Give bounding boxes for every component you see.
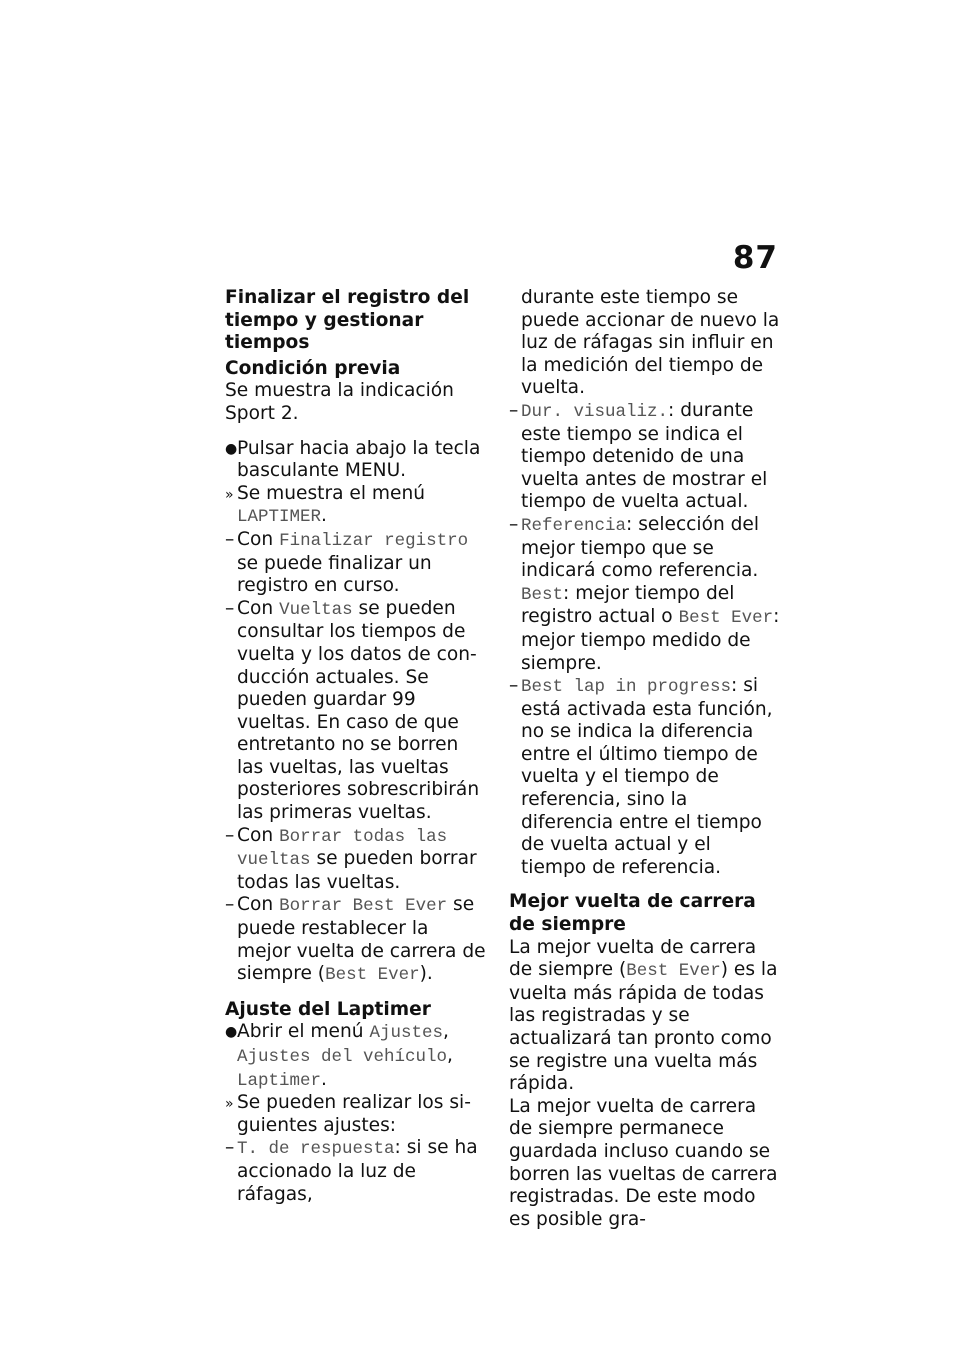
dash-icon: – [509,513,519,535]
setting-code-best-lap: Best lap in progress [521,677,732,698]
option-code-best-ever: Best Ever [325,965,420,986]
result-item [225,1092,487,1137]
page-number: 87 [732,240,778,276]
setting-item: – T. de respuesta: si se ha accionado la luz de ráfagas, [225,1137,478,1205]
menu-code-ajustes: Ajustes [369,1023,443,1044]
dash-icon: – [225,1137,235,1159]
setting-text: mejor tiempo medido de siempre. [521,629,751,674]
setting-text: durante este tiempo se puede accionar de nuevo la luz de ráfagas sin influir en la medición del tiempo de vuelta. [521,287,780,399]
option-text: se pueden borrar todas las vueltas. [237,848,477,893]
paragraph-1 [509,937,781,1096]
dash-icon: – [225,824,235,846]
result-arrow-icon: » [225,1096,234,1113]
section-title-finalizar: Finalizar el registro del tiempo y gestionar tiempos [225,287,470,354]
option-code-borrar-todas: Borrar todas las vueltas [237,826,448,871]
setting-text: mejor tiempo del registro actual o [521,582,735,628]
option-item [225,598,487,825]
setting-code-best-ever: Best Ever [678,608,774,629]
option-code-finalizar: Finalizar registro [279,530,469,551]
option-prefix: Con [237,597,274,619]
dash-icon: – [509,399,519,421]
setting-continuation [509,287,781,400]
left-column [225,287,487,1206]
step-item [225,438,487,483]
menu-code-ajustes-vehiculo: Ajustes del vehículo [237,1047,448,1067]
option-text: se puede finalizar un registro en curso. [237,552,432,597]
setting-item: – Dur. visualiz.: durante este tiempo se indica el tiempo detenido de una vuelta antes de mostrar el tiempo de vuelta actual. [509,399,768,513]
section-title-mejor-vuelta: Mejor vuelta de carrera de siempre [509,891,756,936]
option-code-vueltas: Vueltas [279,599,353,620]
option-prefix: Con [237,894,274,916]
paragraph-2: La mejor vuelta de carrera de siempre permanece guardada incluso cuando se borren las vueltas de carrera registradas. De este modo es posible gra- [509,1095,778,1230]
setting-code-referencia: Referencia [521,515,627,536]
result-item: » Se muestra el menú LAPTIMER. [225,482,426,528]
paragraph-text: ) es la vuelta más rápida de todas las registradas y se actualizará tan pronto como se registre una vuelta más rápida. [509,959,778,1095]
option-text: se puede restablecer la mejor vuelta de carrera de siempre [237,894,486,985]
setting-text: si se ha accionado la luz de ráfagas, [237,1137,478,1205]
setting-text: si está activada esta función, no se indica la diferencia entre el último tiempo de vuelta y el tiempo de referencia, sino la diferencia entre el tiempo de vuelta actual y el tiempo de referencia. [521,675,773,878]
option-item: – Con Borrar Best Ever se puede restablecer la mejor vuelta de carrera de siempre (Best Ever). [225,894,486,986]
section-title-ajuste: Ajuste del Laptimer [225,998,431,1020]
step-item: ● Abrir el menú Ajustes, Ajustes del vehículo, Laptimer. [225,1021,453,1091]
setting-code-dur-visualiz: Dur. visualiz. [521,401,669,422]
dash-icon: – [225,528,235,550]
setting-text: selección del mejor tiempo que se indicará como referencia. [521,513,760,582]
option-item [225,825,487,895]
step-text: Pulsar hacia abajo la tecla basculante MENU. [237,437,481,482]
steps-list-1 [225,438,487,987]
option-code-borrar-best: Borrar Best Ever [279,896,448,917]
setting-code-respuesta: T. de respuesta [237,1139,395,1160]
section-mejor-vuelta [509,891,781,1231]
section-ajuste [225,999,487,1206]
dash-icon: – [225,597,235,619]
setting-code-best: Best [521,584,564,605]
result-arrow-icon: » [225,486,234,503]
dash-icon: – [509,675,519,697]
paragraph-text: La mejor vuelta de carrera de siempre ( [509,936,757,981]
dash-icon: – [225,894,235,916]
bullet-icon: ● [225,1024,238,1041]
menu-name-laptimer: LAPTIMER [237,507,322,528]
step-text: Abrir el menú [237,1021,364,1043]
setting-text: durante este tiempo se indica el tiempo detenido de una vuelta antes de mostrar el tiempo de vuelta actual. [521,399,768,513]
option-prefix: Con [237,824,274,846]
setting-item: – Referencia: selección del mejor tiempo que se indicará como referencia. Best: mejor tiempo del registro actual o Best Ever: mejor tiempo medido de siempre. [509,513,780,674]
intro-paragraph: Se muestra la indicación Sport 2. [225,380,454,424]
result-text: Se muestra el menú [237,482,426,504]
right-column [509,287,781,1231]
bullet-icon: ● [225,440,238,457]
code-best-ever: Best Ever [626,961,721,982]
section-subtitle-condicion: Condición previa [225,357,401,379]
option-item [225,529,487,598]
result-text: Se pueden realizar los siguientes ajustes: [237,1092,471,1136]
menu-code-laptimer: Laptimer [237,1070,322,1091]
option-text: se pueden consultar los tiempos de vuelta y los datos de conducción actuales. Se pueden guardar 99 vueltas. En caso de que entretanto no se borren las vueltas, las vueltas posteriores sobrescribirán las primeras vueltas. [237,597,480,824]
setting-item: – Best lap in progress: si está activada esta función, no se indica la diferencia entre el último tiempo de vuelta y el tiempo de referencia, sino la diferencia entre el tiempo de vuelta actual y el tiempo de referencia. [509,675,773,878]
option-prefix: Con [237,528,274,550]
